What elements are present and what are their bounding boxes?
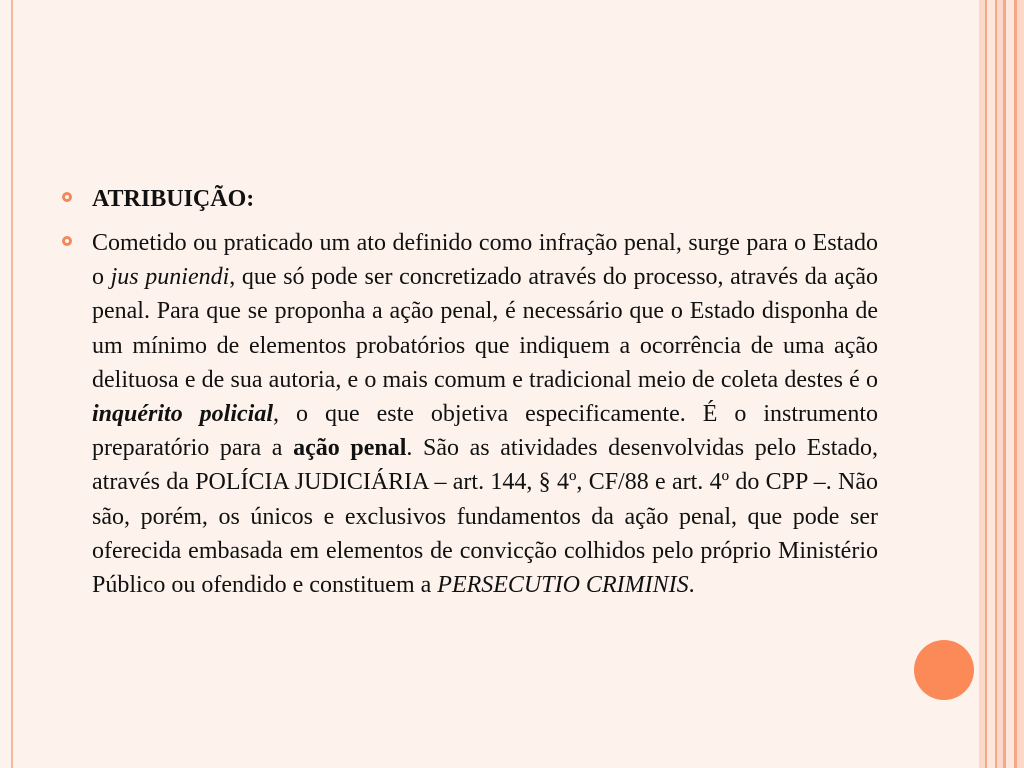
bullet-item-heading <box>62 182 878 216</box>
body-paragraph <box>92 226 878 602</box>
bullet-circle-icon <box>62 236 72 246</box>
slide-content <box>62 182 878 612</box>
paragraph-italic-term: PERSECUTIO CRIMINIS <box>437 572 689 599</box>
paragraph-text: . São as atividades desenvolvidas pelo Estado, através da POLÍCIA JUDICIÁRIA – art. 144, § 4º, CF/88 e art. 4º do CPP –. Não são, porém, os únicos e exclusivos fundamentos da ação penal, que pode ser oferecida embasada em elementos de convicção colhidos pelo próprio Ministério Público ou ofendido e constituem a <box>92 435 879 599</box>
paragraph-italic-term: jus puniendi <box>110 264 230 291</box>
paragraph-text: . <box>688 572 695 599</box>
right-stripe <box>987 0 995 768</box>
decorative-circle <box>914 640 974 700</box>
paragraph-text: Cometido ou praticado um ato definido como infração penal, surge para o Estado o <box>92 230 878 291</box>
slide-heading: ATRIBUIÇÃO: <box>92 186 255 212</box>
bullet-item-paragraph <box>62 226 878 602</box>
paragraph-text: , que só pode ser concretizado através do processo, através da ação penal. Para que se proponha a ação penal, é necessário que o Estado disponha de um mínimo de elementos probatórios que indiquem a ocorrência de uma ação delituosa e de sua autoria, e o mais comum e tradicional meio de coleta destes é o <box>92 264 879 393</box>
right-stripe <box>1017 0 1024 768</box>
paragraph-bold-term: ação penal <box>293 435 407 462</box>
left-border-line <box>11 0 13 768</box>
paragraph-bold-italic-term: inquérito policial <box>92 401 273 428</box>
bullet-circle-icon <box>62 192 72 202</box>
right-stripe <box>1006 0 1014 768</box>
paragraph-text: , o que este objetiva especificamente. É o instrumento preparatório para a <box>92 401 878 462</box>
